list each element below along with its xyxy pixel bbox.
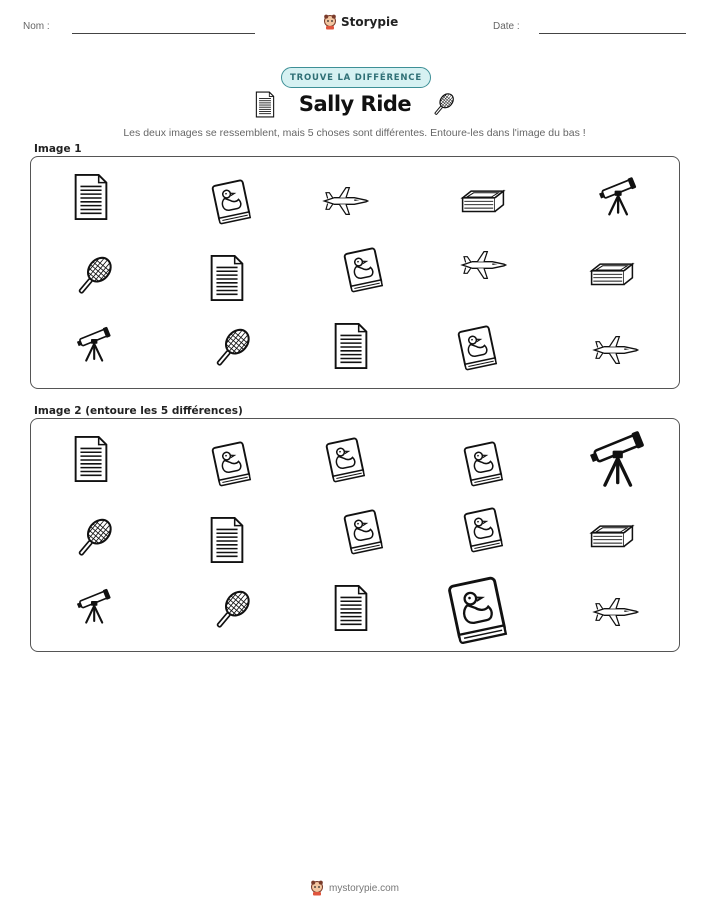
- storypie-logo-icon: [310, 880, 324, 896]
- date-label: Date :: [493, 21, 520, 32]
- image2-label: Image 2 (entoure les 5 différences): [34, 405, 243, 417]
- telescope-icon[interactable]: [597, 173, 641, 217]
- duck-book-icon[interactable]: [339, 245, 387, 293]
- name-line[interactable]: [72, 33, 255, 34]
- telescope-icon[interactable]: [75, 321, 115, 365]
- duck-book-icon[interactable]: [207, 177, 255, 225]
- document-icon[interactable]: [71, 173, 111, 221]
- brand-name: Storypie: [341, 15, 399, 29]
- image1-label: Image 1: [34, 143, 82, 155]
- duck-book-icon[interactable]: [441, 573, 513, 645]
- jet-icon[interactable]: [321, 184, 371, 218]
- document-icon[interactable]: [71, 435, 111, 483]
- tennis-racket-icon: [430, 91, 457, 118]
- image2-panel: [30, 418, 680, 652]
- duck-book-icon[interactable]: [459, 439, 507, 487]
- duck-book-icon[interactable]: [453, 323, 501, 371]
- duck-book-icon[interactable]: [339, 507, 387, 555]
- duck-book-icon[interactable]: [459, 505, 507, 553]
- pool-icon[interactable]: [586, 259, 638, 293]
- footer-url[interactable]: mystorypie.com: [328, 882, 399, 894]
- document-icon[interactable]: [331, 322, 371, 370]
- telescope-icon[interactable]: [75, 583, 115, 627]
- tennis-racket-icon[interactable]: [71, 253, 117, 299]
- tennis-racket-icon[interactable]: [71, 515, 117, 561]
- document-icon: [254, 91, 276, 118]
- activity-badge: TROUVE LA DIFFÉRENCE: [281, 67, 431, 88]
- telescope-icon[interactable]: [587, 425, 651, 489]
- document-icon[interactable]: [207, 516, 247, 564]
- pool-icon[interactable]: [457, 186, 509, 220]
- tennis-racket-icon[interactable]: [209, 325, 255, 371]
- tennis-racket-icon[interactable]: [209, 587, 255, 633]
- image1-panel: [30, 156, 680, 389]
- pool-icon[interactable]: [586, 521, 638, 555]
- document-icon[interactable]: [207, 254, 247, 302]
- name-label: Nom :: [23, 21, 50, 32]
- jet-icon[interactable]: [459, 248, 509, 282]
- duck-book-icon[interactable]: [207, 439, 255, 487]
- date-line[interactable]: [539, 33, 686, 34]
- instructions: Les deux images se ressemblent, mais 5 choses sont différentes. Entoure-les dans l'image du bas !: [123, 127, 586, 139]
- document-icon[interactable]: [331, 584, 371, 632]
- jet-icon[interactable]: [591, 333, 641, 367]
- footer: [0, 880, 709, 896]
- storypie-logo-icon: [323, 14, 337, 30]
- jet-icon[interactable]: [591, 595, 641, 629]
- duck-book-icon[interactable]: [321, 435, 369, 483]
- page-title: Sally Ride: [298, 92, 412, 116]
- brand: [323, 14, 398, 30]
